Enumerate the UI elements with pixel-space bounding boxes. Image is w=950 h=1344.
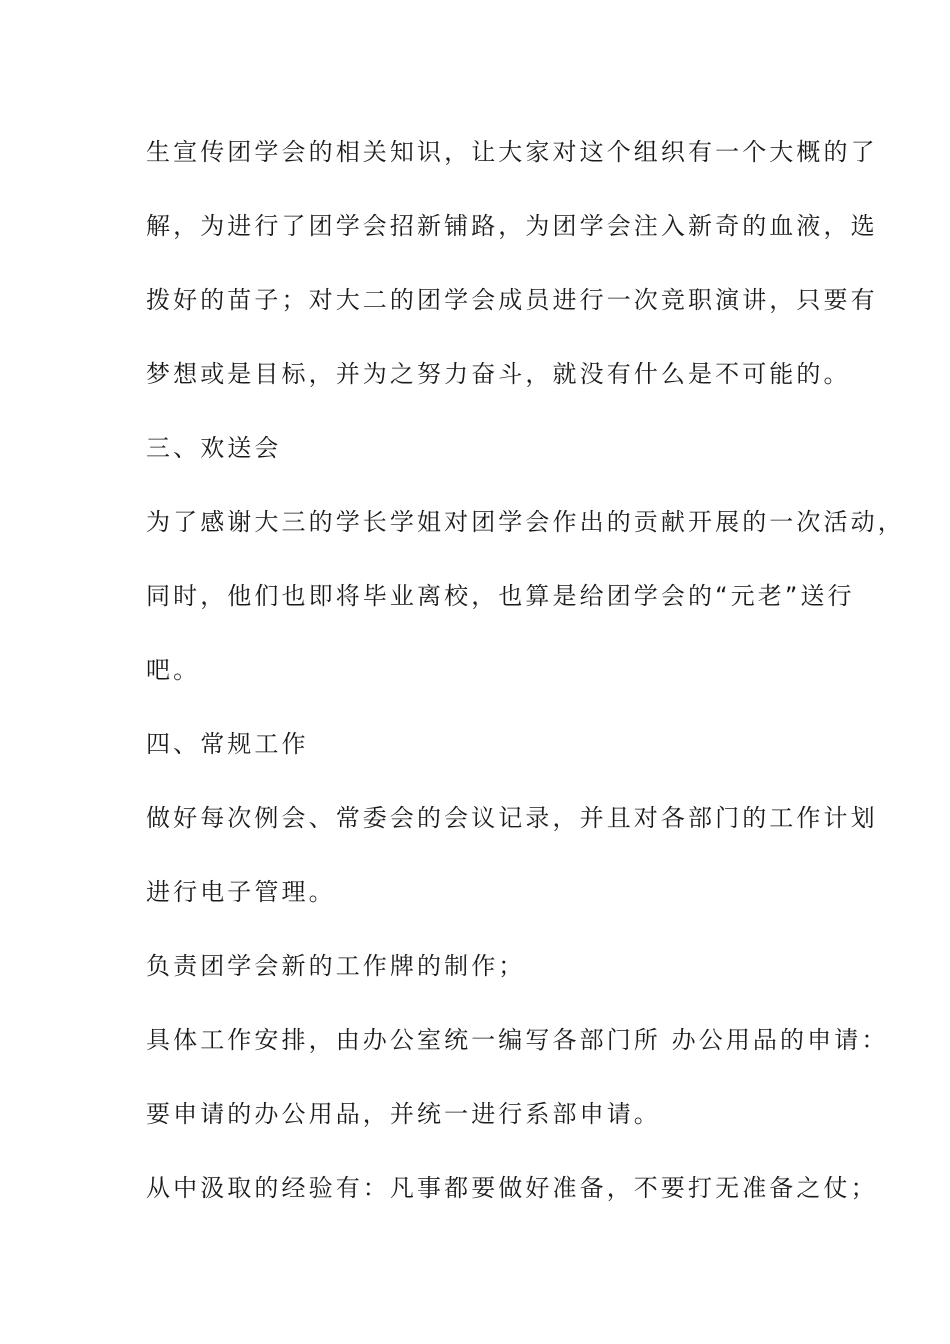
paragraph-line: 进行电子管理。	[146, 878, 336, 906]
paragraph-line: 要申请的办公用品，并统一进行系部申请。	[146, 1100, 661, 1128]
paragraph-line: 拨好的苗子；对大二的团学会成员进行一次竞职演讲，只要有	[146, 286, 878, 314]
section-heading: 三、欢送会	[146, 434, 282, 462]
paragraph-line: 梦想或是目标，并为之努力奋斗，就没有什么是不可能的。	[146, 360, 851, 388]
section-heading: 四、常规工作	[146, 730, 309, 758]
paragraph-line: 吧。	[146, 656, 201, 684]
paragraph-line: 为了感谢大三的学长学姐对团学会作出的贡献开展的一次活动，	[146, 508, 905, 536]
paragraph-line: 做好每次例会、常委会的会议记录，并且对各部门的工作计划	[146, 804, 878, 832]
paragraph-line: 具体工作安排，由办公室统一编写各部门所 办公用品的申请：	[146, 1026, 889, 1054]
paragraph-line: 从中汲取的经验有：凡事都要做好准备，不要打无准备之仗；	[146, 1174, 878, 1202]
paragraph-line: 生宣传团学会的相关知识，让大家对这个组织有一个大概的了	[146, 138, 878, 166]
paragraph-line: 负责团学会新的工作牌的制作；	[146, 952, 526, 980]
paragraph-line: 解，为进行了团学会招新铺路，为团学会注入新奇的血液，选	[146, 212, 878, 240]
paragraph-line: 同时，他们也即将毕业离校，也算是给团学会的“元老”送行	[146, 582, 855, 610]
